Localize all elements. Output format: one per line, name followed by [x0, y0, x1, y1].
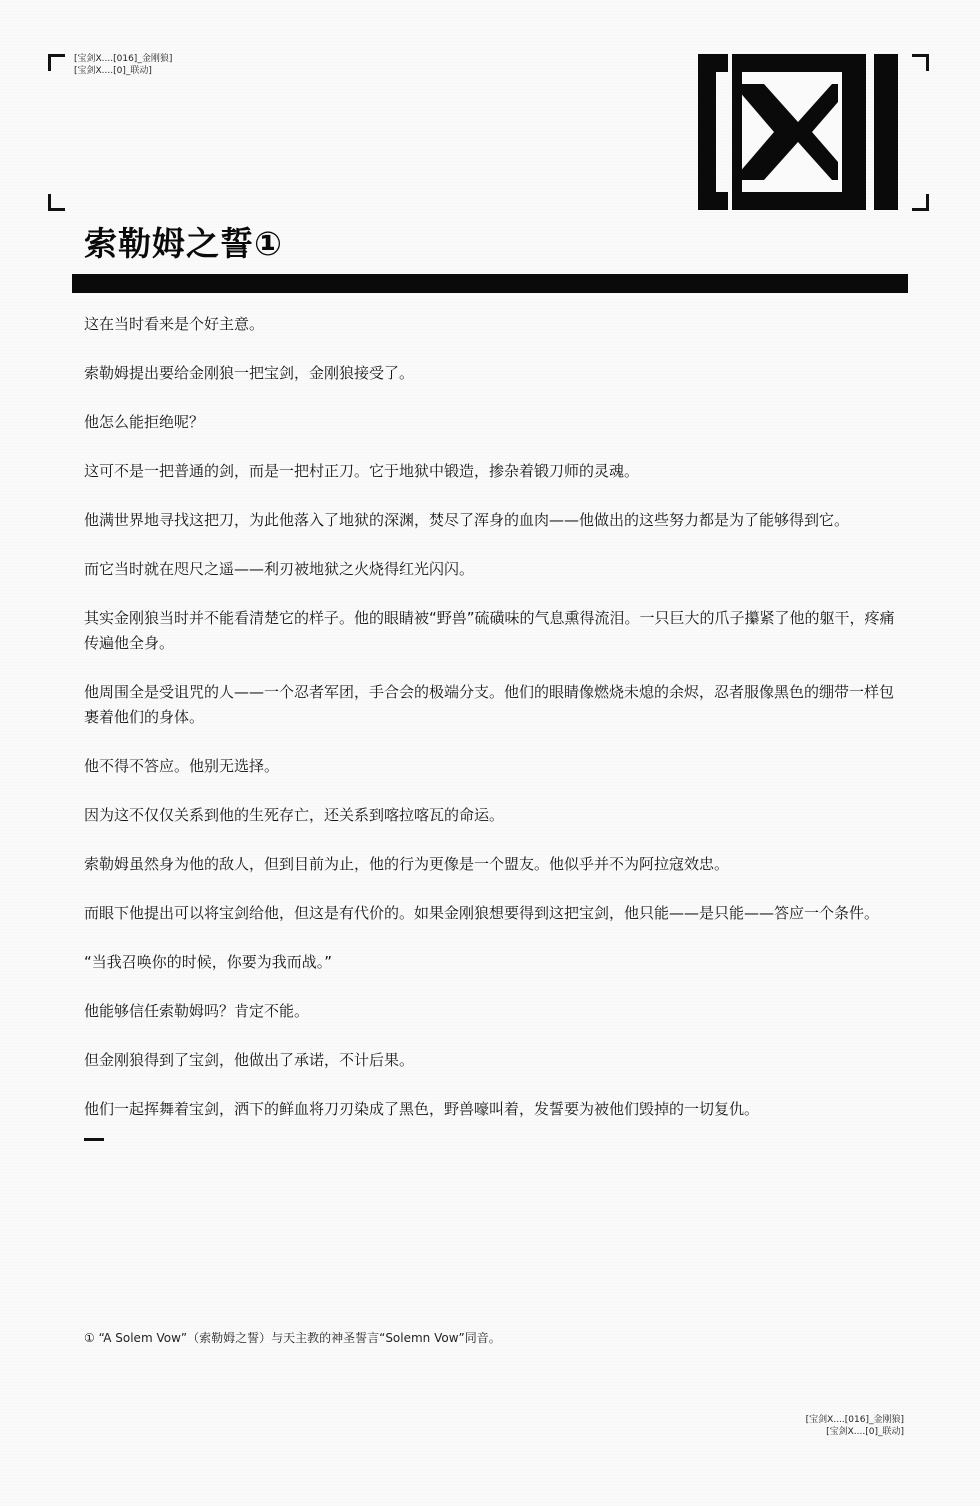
paragraph: 这在当时看来是个好主意。: [84, 315, 265, 333]
footer-tag-line: [宝剑X....[0]_联动]: [826, 1427, 904, 1437]
paragraph: 其实金刚狼当时并不能看清楚它的样子。他的眼睛被“野兽”硫磺味的气息熏得流泪。一只巨大的爪子攥紧了他的躯干，疼痛传遍他全身。: [84, 609, 895, 652]
footnote: ① “A Solem Vow”（索勒姆之誓）与天主教的神圣誓言“Solemn Vow”同音。: [84, 1331, 501, 1345]
corner-bracket-bottom-left: [48, 194, 65, 211]
x-bracket-logo-icon: [698, 54, 898, 210]
paragraph: 他怎么能拒绝呢？: [84, 413, 205, 431]
paragraph: 这可不是一把普通的剑，而是一把村正刀。它于地狱中锻造，掺杂着锻刀师的灵魂。: [84, 462, 640, 480]
paragraph: 他们一起挥舞着宝剑，洒下的鲜血将刀刃染成了黑色，野兽嚎叫着，发誓要为被他们毁掉的一切复仇。: [84, 1100, 760, 1118]
footer-tag-line: [宝剑X....[016]_金刚狼]: [805, 1415, 904, 1425]
footer-tag-block: [806, 1414, 904, 1438]
corner-bracket-top-right: [912, 54, 929, 71]
paragraph: 他满世界地寻找这把刀，为此他落入了地狱的深渊，焚尽了浑身的血肉——他做出的这些努力都是为了能够得到它。: [84, 511, 850, 529]
paragraph: 索勒姆提出要给金刚狼一把宝剑，金刚狼接受了。: [84, 364, 415, 382]
corner-bracket-bottom-right: [912, 194, 929, 211]
paragraph: 但金刚狼得到了宝剑，他做出了承诺，不计后果。: [84, 1051, 415, 1069]
corner-bracket-top-left: [48, 54, 65, 71]
paragraph: 他能够信任索勒姆吗？肯定不能。: [84, 1002, 310, 1020]
paragraph: “当我召唤你的时候，你要为我而战。”: [84, 953, 333, 971]
page-title: 索勒姆之誓①: [84, 224, 283, 263]
paragraph: 索勒姆虽然身为他的敌人，但到目前为止，他的行为更像是一个盟友。他似乎并不为阿拉寇效忠。: [84, 855, 730, 873]
paragraph: 而眼下他提出可以将宝剑给他，但这是有代价的。如果金刚狼想要得到这把宝剑，他只能——是只能——答应一个条件。: [84, 904, 880, 922]
paragraph: 他周围全是受诅咒的人——一个忍者军团，手合会的极端分支。他们的眼睛像燃烧未熄的余烬，忍者服像黑色的绷带一样包裹着他们的身体。: [84, 683, 895, 726]
title-divider-bar: [72, 274, 908, 293]
paragraph: 因为这不仅仅关系到他的生死存亡，还关系到喀拉喀瓦的命运。: [84, 806, 505, 824]
end-of-text-mark: [84, 1138, 104, 1141]
paragraph: 而它当时就在咫尺之遥——利刃被地狱之火烧得红光闪闪。: [84, 560, 475, 578]
header-tag-block: [74, 53, 172, 77]
article-body: [84, 312, 906, 1146]
header-tag-line: [宝剑X....[016]_金刚狼]: [74, 54, 173, 64]
header-tag-line: [宝剑X....[0]_联动]: [74, 66, 152, 76]
paragraph: 他不得不答应。他别无选择。: [84, 757, 280, 775]
